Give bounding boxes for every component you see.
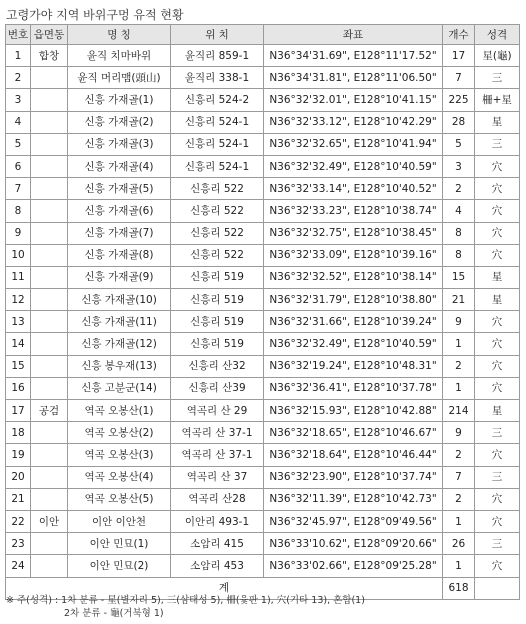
cell-coordinates: N36°32'45.97", E128°09'49.56" (264, 510, 443, 532)
cell-type: 穴 (475, 488, 520, 510)
cell-type: 穴 (475, 444, 520, 466)
cell-number: 3 (6, 89, 31, 111)
cell-type: 穴 (475, 155, 520, 177)
cell-district (31, 355, 68, 377)
cell-coordinates: N36°32'32.65", E128°10'41.94" (264, 133, 443, 155)
cell-name: 신흥 가재골(10) (68, 289, 171, 311)
cell-name: 신흥 가재골(9) (68, 266, 171, 288)
cell-number: 15 (6, 355, 31, 377)
cell-type: 星 (475, 111, 520, 133)
table-header-row (6, 25, 520, 45)
table-row (6, 244, 520, 266)
cell-type: 穴 (475, 510, 520, 532)
cell-name: 신흥 가재골(6) (68, 200, 171, 222)
header-type: 성격 (475, 25, 520, 45)
cell-number: 22 (6, 510, 31, 532)
cell-name: 신흥 가재골(12) (68, 333, 171, 355)
cell-coordinates: N36°32'31.66", E128°10'39.24" (264, 311, 443, 333)
cell-coordinates: N36°32'23.90", E128°10'37.74" (264, 466, 443, 488)
cell-district (31, 178, 68, 200)
cell-location: 신흥리 519 (171, 333, 264, 355)
cell-number: 5 (6, 133, 31, 155)
cell-count: 8 (443, 244, 475, 266)
cell-count: 1 (443, 555, 475, 577)
cell-coordinates: N36°32'11.39", E128°10'42.73" (264, 488, 443, 510)
table-row (6, 89, 520, 111)
cell-name: 신흥 가재골(3) (68, 133, 171, 155)
header-coordinates: 좌표 (264, 25, 443, 45)
cell-coordinates: N36°32'31.79", E128°10'38.80" (264, 289, 443, 311)
cell-district: 이안 (31, 510, 68, 532)
cell-count: 3 (443, 155, 475, 177)
table-row (6, 311, 520, 333)
cell-number: 10 (6, 244, 31, 266)
cell-location: 신흥리 519 (171, 289, 264, 311)
cell-location: 소암리 453 (171, 555, 264, 577)
table-row (6, 466, 520, 488)
cell-location: 역곡리 산 29 (171, 400, 264, 422)
cell-coordinates: N36°32'33.23", E128°10'38.74" (264, 200, 443, 222)
cell-district (31, 200, 68, 222)
cell-location: 윤직리 859-1 (171, 45, 264, 67)
cell-number: 20 (6, 466, 31, 488)
cell-count: 15 (443, 266, 475, 288)
cell-type: 三 (475, 533, 520, 555)
cell-count: 7 (443, 67, 475, 89)
cell-location: 신흥리 522 (171, 244, 264, 266)
header-district: 읍면동 (31, 25, 68, 45)
cell-coordinates: N36°32'19.24", E128°10'48.31" (264, 355, 443, 377)
cell-location: 역곡리 산 37-1 (171, 422, 264, 444)
cell-district (31, 377, 68, 399)
cell-count: 9 (443, 311, 475, 333)
cell-coordinates: N36°32'36.41", E128°10'37.78" (264, 377, 443, 399)
cell-coordinates: N36°32'32.49", E128°10'40.59" (264, 155, 443, 177)
cell-name: 신흥 봉우재(13) (68, 355, 171, 377)
cell-district (31, 422, 68, 444)
cell-name: 신흥 가재골(11) (68, 311, 171, 333)
cell-district (31, 555, 68, 577)
cell-coordinates: N36°32'15.93", E128°10'42.88" (264, 400, 443, 422)
header-number: 번호 (6, 25, 31, 45)
cell-district (31, 111, 68, 133)
cell-count: 225 (443, 89, 475, 111)
cell-coordinates: N36°32'33.09", E128°10'39.16" (264, 244, 443, 266)
cell-district: 공검 (31, 400, 68, 422)
table-row (6, 133, 520, 155)
cell-location: 신흥리 산39 (171, 377, 264, 399)
cell-location: 역곡리 산 37 (171, 466, 264, 488)
cell-location: 이안리 493-1 (171, 510, 264, 532)
cell-number: 8 (6, 200, 31, 222)
total-label: 계 (6, 577, 443, 599)
cell-type: 三 (475, 422, 520, 444)
cell-coordinates: N36°32'32.52", E128°10'38.14" (264, 266, 443, 288)
table-body (6, 45, 520, 578)
cell-type: 三 (475, 466, 520, 488)
cell-number: 24 (6, 555, 31, 577)
cell-name: 역곡 오봉산(5) (68, 488, 171, 510)
cell-district (31, 333, 68, 355)
table-row (6, 266, 520, 288)
cell-number: 4 (6, 111, 31, 133)
cell-coordinates: N36°32'32.49", E128°10'40.59" (264, 333, 443, 355)
cell-location: 신흥리 522 (171, 200, 264, 222)
table-row (6, 45, 520, 67)
cell-coordinates: N36°32'32.01", E128°10'41.15" (264, 89, 443, 111)
cell-type: 穴 (475, 222, 520, 244)
cell-location: 신흥리 524-1 (171, 155, 264, 177)
cell-location: 역곡리 산28 (171, 488, 264, 510)
table-row (6, 444, 520, 466)
cell-location: 신흥리 519 (171, 266, 264, 288)
cell-coordinates: N36°32'33.12", E128°10'42.29" (264, 111, 443, 133)
cell-count: 1 (443, 510, 475, 532)
table-row (6, 400, 520, 422)
cell-type: 星 (475, 266, 520, 288)
cell-district (31, 289, 68, 311)
cell-name: 이안 민묘(2) (68, 555, 171, 577)
cell-district (31, 244, 68, 266)
cell-type: 星(龜) (475, 45, 520, 67)
header-count: 개수 (443, 25, 475, 45)
cell-type: 星 (475, 289, 520, 311)
cell-number: 1 (6, 45, 31, 67)
cell-number: 18 (6, 422, 31, 444)
footnote-line-1: ※ 주(성격) : 1차 분류 - 星(별자리 5), 三(삼태성 5), 柵(윷판 1), 穴(기타 13), 혼합(1) (6, 595, 365, 606)
cell-number: 19 (6, 444, 31, 466)
cell-location: 신흥리 524-1 (171, 111, 264, 133)
cell-type: 三 (475, 67, 520, 89)
cell-name: 신흥 가재골(4) (68, 155, 171, 177)
cell-name: 역곡 오봉산(4) (68, 466, 171, 488)
cell-district: 합창 (31, 45, 68, 67)
cell-coordinates: N36°32'32.75", E128°10'38.45" (264, 222, 443, 244)
cell-count: 7 (443, 466, 475, 488)
cell-name: 신흥 가재골(1) (68, 89, 171, 111)
cell-number: 16 (6, 377, 31, 399)
cell-district (31, 444, 68, 466)
cell-district (31, 67, 68, 89)
table-row (6, 111, 520, 133)
cell-count: 17 (443, 45, 475, 67)
cell-count: 4 (443, 200, 475, 222)
table-row (6, 533, 520, 555)
cell-number: 6 (6, 155, 31, 177)
cell-count: 8 (443, 222, 475, 244)
cell-name: 신흥 가재골(2) (68, 111, 171, 133)
table-row (6, 510, 520, 532)
cell-name: 이안 이안천 (68, 510, 171, 532)
cell-district (31, 488, 68, 510)
header-name: 명 칭 (68, 25, 171, 45)
total-blank (475, 577, 520, 599)
cell-location: 윤직리 338-1 (171, 67, 264, 89)
table-row (6, 488, 520, 510)
cell-type: 穴 (475, 244, 520, 266)
cell-coordinates: N36°33'10.62", E128°09'20.66" (264, 533, 443, 555)
cell-number: 21 (6, 488, 31, 510)
table-row (6, 333, 520, 355)
total-count: 618 (443, 577, 475, 599)
cell-count: 21 (443, 289, 475, 311)
table-row (6, 222, 520, 244)
cell-district (31, 266, 68, 288)
cell-location: 신흥리 524-2 (171, 89, 264, 111)
cell-name: 윤직 치마바위 (68, 45, 171, 67)
page-title: 고령가야 지역 바위구멍 유적 현황 (6, 8, 184, 22)
table-row (6, 555, 520, 577)
cell-count: 2 (443, 355, 475, 377)
cell-location: 신흥리 산32 (171, 355, 264, 377)
cell-type: 穴 (475, 178, 520, 200)
cell-count: 28 (443, 111, 475, 133)
table-row (6, 67, 520, 89)
table-row (6, 289, 520, 311)
cell-count: 9 (443, 422, 475, 444)
cell-location: 신흥리 524-1 (171, 133, 264, 155)
table-row (6, 422, 520, 444)
cell-location: 역곡리 산 37-1 (171, 444, 264, 466)
table-row (6, 200, 520, 222)
cell-count: 1 (443, 333, 475, 355)
cell-type: 穴 (475, 355, 520, 377)
cell-type: 穴 (475, 377, 520, 399)
cell-number: 13 (6, 311, 31, 333)
cell-location: 소암리 415 (171, 533, 264, 555)
table-row (6, 355, 520, 377)
cell-type: 三 (475, 133, 520, 155)
cell-coordinates: N36°34'31.69", E128°11'17.52" (264, 45, 443, 67)
cell-number: 9 (6, 222, 31, 244)
footnote (6, 594, 365, 620)
cell-coordinates: N36°32'33.14", E128°10'40.52" (264, 178, 443, 200)
cell-coordinates: N36°33'02.66", E128°09'25.28" (264, 555, 443, 577)
cell-count: 2 (443, 444, 475, 466)
cell-district (31, 155, 68, 177)
cell-name: 신흥 고분군(14) (68, 377, 171, 399)
table-row (6, 377, 520, 399)
cell-type: 星 (475, 400, 520, 422)
cell-number: 17 (6, 400, 31, 422)
cell-count: 26 (443, 533, 475, 555)
cell-count: 5 (443, 133, 475, 155)
cell-number: 14 (6, 333, 31, 355)
cell-type: 穴 (475, 311, 520, 333)
cell-district (31, 533, 68, 555)
header-location: 위 치 (171, 25, 264, 45)
cell-number: 12 (6, 289, 31, 311)
cell-number: 7 (6, 178, 31, 200)
cell-name: 신흥 가재골(7) (68, 222, 171, 244)
cell-district (31, 133, 68, 155)
cell-name: 윤직 머리맴(頭山) (68, 67, 171, 89)
cell-type: 穴 (475, 333, 520, 355)
cell-type: 穴 (475, 555, 520, 577)
cell-type: 穴 (475, 200, 520, 222)
cell-type: 柵+星 (475, 89, 520, 111)
rock-hole-sites-table (5, 24, 520, 600)
cell-count: 2 (443, 178, 475, 200)
footnote-line-2: 2차 분류 - 龜(거북형 1) (64, 608, 164, 619)
cell-name: 역곡 오봉산(2) (68, 422, 171, 444)
cell-number: 2 (6, 67, 31, 89)
cell-number: 23 (6, 533, 31, 555)
cell-number: 11 (6, 266, 31, 288)
cell-count: 214 (443, 400, 475, 422)
cell-district (31, 89, 68, 111)
cell-count: 2 (443, 488, 475, 510)
cell-coordinates: N36°34'31.81", E128°11'06.50" (264, 67, 443, 89)
cell-district (31, 466, 68, 488)
cell-location: 신흥리 522 (171, 222, 264, 244)
cell-location: 신흥리 522 (171, 178, 264, 200)
cell-coordinates: N36°32'18.65", E128°10'46.67" (264, 422, 443, 444)
cell-name: 이안 민묘(1) (68, 533, 171, 555)
cell-name: 역곡 오봉산(1) (68, 400, 171, 422)
cell-name: 신흥 가재골(8) (68, 244, 171, 266)
table-row (6, 178, 520, 200)
cell-district (31, 222, 68, 244)
table-row (6, 155, 520, 177)
cell-location: 신흥리 519 (171, 311, 264, 333)
cell-coordinates: N36°32'18.64", E128°10'46.44" (264, 444, 443, 466)
cell-count: 1 (443, 377, 475, 399)
cell-name: 신흥 가재골(5) (68, 178, 171, 200)
cell-district (31, 311, 68, 333)
cell-name: 역곡 오봉산(3) (68, 444, 171, 466)
